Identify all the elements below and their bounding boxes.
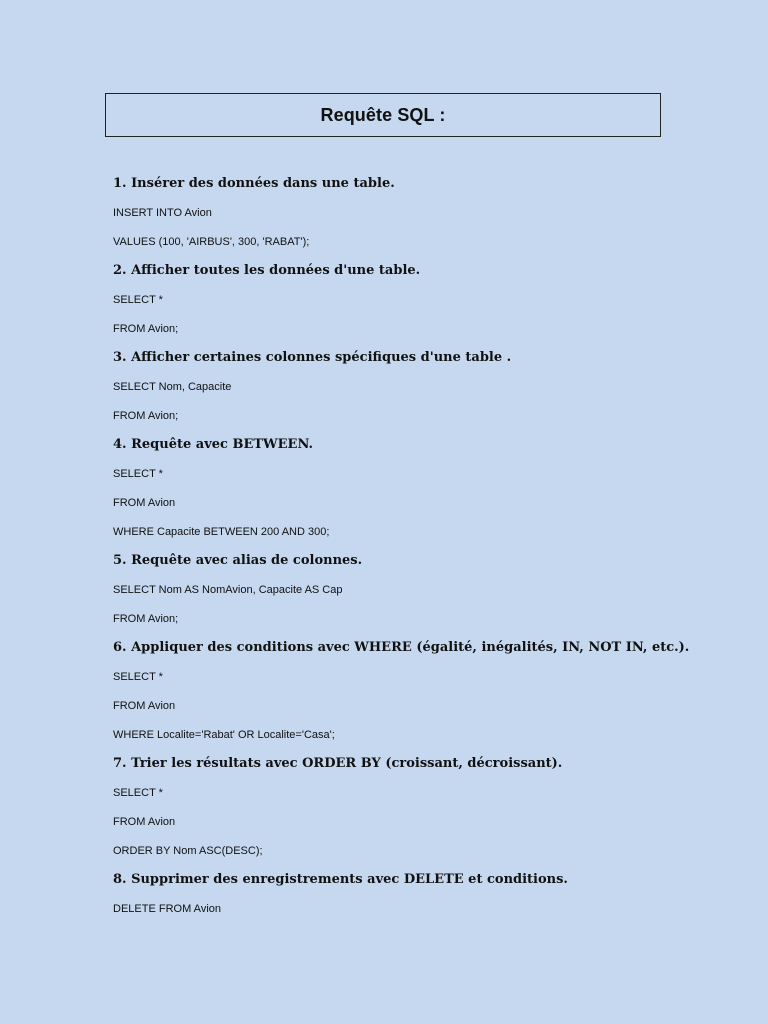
sql-line: SELECT * — [113, 468, 163, 480]
page-title: Requête SQL : — [320, 104, 446, 125]
section-heading: 4. Requête avec BETWEEN. — [113, 437, 314, 452]
section-heading: 8. Supprimer des enregistrements avec DELETE et conditions. — [113, 872, 568, 887]
sql-line: SELECT * — [113, 294, 163, 306]
sql-line: FROM Avion — [113, 700, 176, 712]
sql-line: WHERE Localite='Rabat' OR Localite='Casa'; — [113, 729, 335, 741]
section-heading: 5. Requête avec alias de colonnes. — [113, 553, 363, 568]
sql-line: INSERT INTO Avion — [113, 207, 212, 219]
sql-line: WHERE Capacite BETWEEN 200 AND 300; — [113, 526, 330, 538]
section-heading: 1. Insérer des données dans une table. — [113, 176, 395, 191]
sql-line: SELECT Nom AS NomAvion, Capacite AS Cap — [113, 584, 343, 596]
sql-line: SELECT * — [113, 787, 163, 799]
section-heading: 2. Afficher toutes les données d'une table. — [113, 263, 421, 278]
section-heading: 3. Afficher certaines colonnes spécifiques d'une table . — [113, 350, 512, 365]
sql-line: DELETE FROM Avion — [113, 903, 221, 915]
section-heading: 6. Appliquer des conditions avec WHERE (égalité, inégalités, IN, NOT IN, etc.). — [113, 640, 690, 655]
sql-line: FROM Avion — [113, 816, 176, 828]
sql-line: SELECT * — [113, 671, 163, 683]
sql-line: SELECT Nom, Capacite — [113, 381, 232, 393]
title-box — [105, 93, 661, 137]
section-heading: 7. Trier les résultats avec ORDER BY (croissant, décroissant). — [113, 756, 563, 771]
sql-line: FROM Avion; — [113, 323, 179, 335]
sql-line: FROM Avion; — [113, 613, 179, 625]
document-body — [113, 174, 713, 928]
sql-line: VALUES (100, 'AIRBUS', 300, 'RABAT'); — [113, 236, 310, 248]
sql-line: FROM Avion; — [113, 410, 179, 422]
sql-line: ORDER BY Nom ASC(DESC); — [113, 845, 263, 857]
sql-line: FROM Avion — [113, 497, 176, 509]
